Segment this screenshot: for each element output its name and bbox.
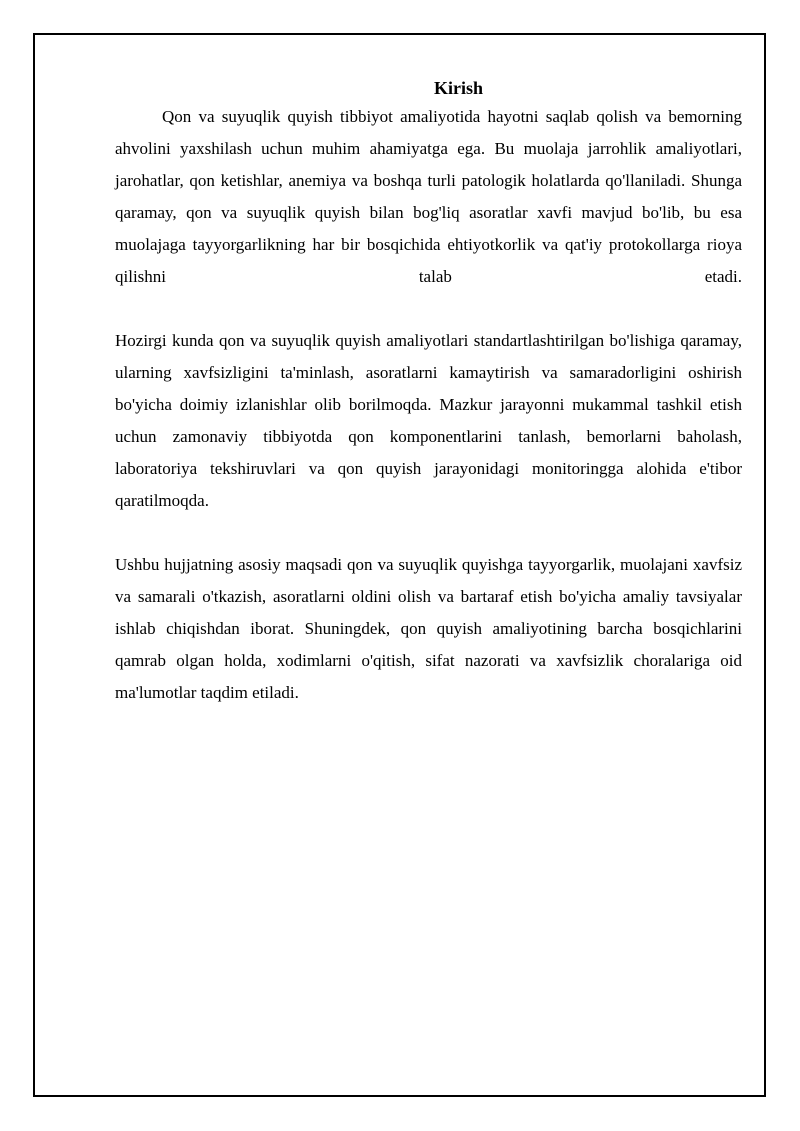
page-title: Kirish bbox=[433, 78, 483, 98]
document-body bbox=[115, 75, 742, 709]
paragraph-3: Ushbu hujjatning asosiy maqsadi qon va suyuqlik quyishga tayyorgarlik, muolajani xavfsiz va samarali o'tkazish, asoratlarni oldini olish va bartaraf etish bo'yicha amaliy tavsiyalar ishlab chiqishdan iborat. Shuningdek, qon quyish amaliyotining barcha bosqichlarini qamrab olgan holda, xodimlarni o'qitish, sifat nazorati va xavfsizlik choralariga oid ma'lumotlar taqdim etiladi. bbox=[115, 555, 742, 702]
paragraph-gap bbox=[115, 293, 742, 325]
paragraph-gap bbox=[115, 517, 742, 549]
paragraph-2: Hozirgi kunda qon va suyuqlik quyish amaliyotlari standartlashtirilgan bo'lishiga qaramay, ularning xavfsizligini ta'minlash, asoratlarni kamaytirish va samaradorligini oshirish bo'yicha doimiy izlanishlar olib borilmoqda. Mazkur jarayonni mukammal tashkil etish uchun zamonaviy tibbiyotda qon komponentlarini tanlash, bemorlarni baholash, laboratoriya tekshiruvlari va qon quyish jarayonidagi monitoringga alohida e'tibor qaratilmoqda. bbox=[115, 331, 742, 510]
paragraph-1: Qon va suyuqlik quyish tibbiyot amaliyotida hayotni saqlab qolish va bemorning ahvolini yaxshilash uchun muhim ahamiyatga ega. Bu muolaja jarrohlik amaliyotlari, jarohatlar, qon ketishlar, anemiya va boshqa turli patologik holatlarda qo'llaniladi. Shunga qaramay, qon va suyuqlik quyish bilan bog'liq asoratlar xavfi mavjud bo'lib, bu esa muolajaga tayyorgarlikning har bir bosqichida ehtiyotkorlik va qat'iy protokollarga rioya qilishni talab etadi. bbox=[115, 107, 742, 286]
